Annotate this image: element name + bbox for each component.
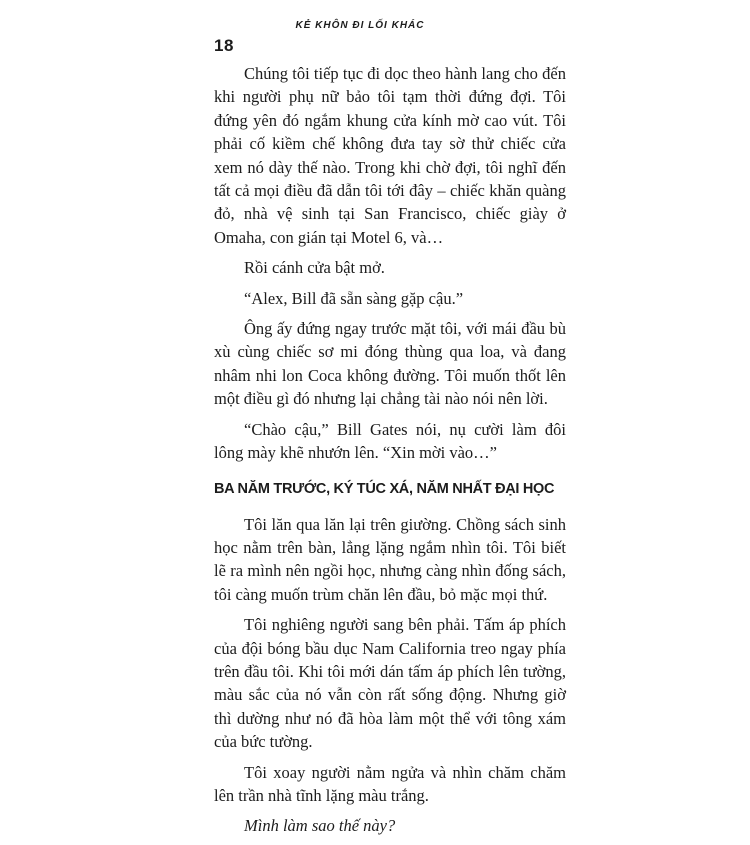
paragraph-corridor: Chúng tôi tiếp tục đi dọc theo hành lang cho đến khi người phụ nữ bảo tôi tạm thời đứng đợi. Tôi đứng yên đó ngắm khung cửa kính mờ cao vút. Tôi phải cố kiềm chế không đưa tay sờ thử chiếc cửa xem nó dày thế nào. Trong khi chờ đợi, tôi nghĩ đến tất cả mọi điều đã dẫn tôi tới đây – chiếc khăn quàng đỏ, nhà vệ sinh tại San Francisco, chiếc giày ở Omaha, con gián tại Motel 6, và…	[214, 64, 566, 247]
paragraph-greeting: “Chào cậu,” Bill Gates nói, nụ cười làm đôi lông mày khẽ nhướn lên. “Xin mời vào…”	[214, 419, 566, 463]
paragraph-ceiling: Tôi xoay người nằm ngửa và nhìn chăm chăm lên trần nhà tĩnh lặng màu trắng.	[214, 762, 566, 805]
running-title: KẺ KHÔN ĐI LỐI KHÁC	[295, 20, 425, 31]
paragraph-door-opens: Rồi cánh cửa bật mở.	[244, 258, 385, 278]
paragraph-bill-description: Ông ấy đứng ngay trước mặt tôi, với mái đầu bù xù cùng chiếc sơ mi đóng thùng qua loa, và đang nhâm nhi lon Coca không đường. Tôi muốn thốt lên một điều gì đó nhưng lại chẳng tài nào nói nên lời.	[214, 319, 566, 409]
paragraph-dialogue-ready: “Alex, Bill đã sẵn sàng gặp cậu.”	[244, 288, 464, 308]
paragraph-poster: Tôi nghiêng người sang bên phải. Tấm áp phích của đội bóng bầu dục Nam California treo ngay phía trên đầu tôi. Khi tôi mới dán tấm áp phích lên tường, màu sắc của nó vẫn còn rất sống động. Nhưng giờ thì dường như nó đã hòa làm một thể với tông xám của bức tường.	[214, 615, 566, 752]
paragraph-inner-thought: Mình làm sao thế này?	[244, 816, 396, 836]
section-heading: BA NĂM TRƯỚC, KÝ TÚC XÁ, NĂM NHẤT ĐẠI HỌC	[214, 480, 555, 497]
body-text	[214, 62, 566, 845]
page-number: 18	[214, 36, 234, 55]
paragraph-dorm-bed: Tôi lăn qua lăn lại trên giường. Chồng sách sinh học nằm trên bàn, lẳng lặng ngắm nhìn tôi. Tôi biết lẽ ra mình nên ngồi học, nhưng càng nhìn đống sách, tôi càng muốn trùm chăn lên đầu, bỏ mặc mọi thứ.	[214, 514, 566, 604]
running-header	[0, 20, 750, 31]
